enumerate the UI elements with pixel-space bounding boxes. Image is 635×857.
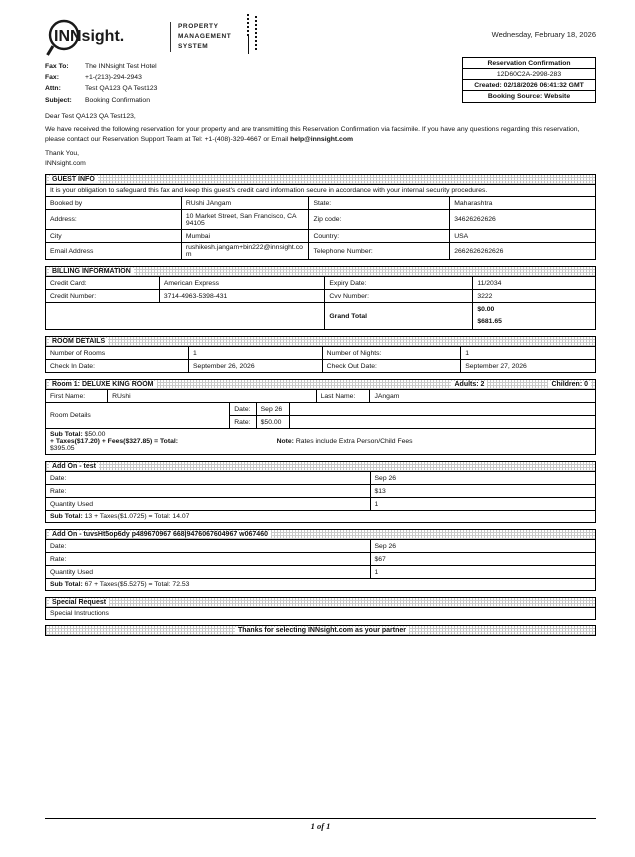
addon2-title: Add On - tuvsHt5op6dy p489670967 668|9476067604967 w067460 — [49, 531, 271, 538]
booking-source: Booking Source: Website — [487, 93, 571, 100]
room-details-cell: Room Details — [46, 403, 230, 429]
email-label: Email Address — [46, 243, 182, 260]
logo-tagline — [170, 22, 231, 52]
expiry-value: 11/2034 — [473, 277, 596, 290]
credit-card-value: American Express — [159, 277, 325, 290]
fax-to-row — [45, 61, 345, 72]
fax-transmission-marks — [247, 12, 267, 56]
credit-number-label: Credit Number: — [46, 290, 160, 303]
room-details-title: ROOM DETAILS — [49, 338, 108, 345]
document-header — [45, 16, 596, 60]
checkout-value: September 27, 2026 — [461, 360, 596, 373]
table-row — [46, 290, 596, 303]
expiry-label: Expiry Date: — [325, 277, 473, 290]
logo-text: INNsight. — [54, 28, 125, 45]
addon-date-label: Date: — [46, 540, 371, 553]
table-row — [46, 485, 596, 498]
table-row — [46, 553, 596, 566]
taxes-fees-line: + Taxes($17.20) + Fees($327.85) = Total: — [50, 438, 179, 446]
fax-to-value: The INNsight Test Hotel — [85, 63, 157, 70]
subject-value: Booking Confirmation — [85, 96, 150, 104]
guest-name-table — [45, 389, 596, 403]
letter-body — [45, 112, 596, 169]
table-row — [46, 566, 596, 579]
booked-by-label: Booked by — [46, 197, 182, 210]
room-rate-table — [45, 402, 596, 429]
city-label: City — [46, 230, 182, 243]
salutation: Dear Test QA123 QA Test123, — [45, 112, 136, 120]
security-notice: It is your obligation to safeguard this fax and keep this guest's credit card information secure in accordance with your internal security procedures. — [45, 185, 596, 197]
credit-card-label: Credit Card: — [46, 277, 160, 290]
first-name-value: RUshi — [108, 390, 316, 403]
state-value: Maharashtra — [450, 197, 596, 210]
addon1-section — [45, 461, 596, 523]
room-subtotal-line — [50, 431, 591, 438]
nights-label: Number of Nights: — [322, 347, 461, 360]
confirmation-number: 12D60C2A-2998-283 — [463, 69, 595, 80]
empty-cell — [46, 303, 325, 330]
table-row — [46, 472, 596, 485]
subtotal-value: $50.00 — [84, 431, 106, 439]
note-text: Rates include Extra Person/Child Fees — [295, 438, 413, 446]
subtotal-label: Sub Total: — [50, 581, 83, 589]
adults-count: Adults: 2 — [451, 381, 487, 388]
rate-label: Rate: — [230, 416, 256, 429]
grand-total-label: Grand Total — [325, 303, 473, 330]
room-details-section — [45, 336, 596, 373]
table-row — [46, 243, 596, 260]
attn-row — [45, 83, 345, 94]
last-name-label: Last Name: — [316, 390, 370, 403]
address-value: 10 Market Street, San Francisco, CA 94105 — [181, 210, 309, 230]
addon2-table — [45, 539, 596, 579]
special-request-section — [45, 597, 596, 620]
table-row — [46, 403, 596, 416]
table-row — [46, 230, 596, 243]
checkout-label: Check Out Date: — [322, 360, 461, 373]
addon-date-label: Date: — [46, 472, 371, 485]
phone-value: 2662626262626 — [450, 243, 596, 260]
thank-you-line: Thank You, — [45, 150, 80, 158]
room1-title: Room 1: DELUXE KING ROOM — [49, 381, 157, 388]
signature-line: INNsight.com — [45, 159, 86, 167]
fax-mark — [248, 36, 249, 54]
attn-value: Test QA123 QA Test123 — [85, 85, 158, 93]
subject-row — [45, 95, 345, 106]
rooms-value: 1 — [189, 347, 323, 360]
document-date: Wednesday, February 18, 2026 — [491, 30, 596, 39]
addon1-title: Add On - test — [49, 463, 99, 470]
rate-date-value: Sep 26 — [256, 403, 289, 416]
tagline-line: PROPERTY — [178, 22, 219, 30]
subtotal-label: Sub Total: — [50, 513, 83, 521]
fax-mark — [247, 14, 249, 36]
country-value: USA — [450, 230, 596, 243]
thanks-banner — [45, 625, 596, 636]
subtotal-rest: 67 + Taxes($5.5275) = Total: 72.53 — [84, 581, 190, 589]
children-count: Children: 0 — [548, 381, 591, 388]
checkin-value: September 26, 2026 — [189, 360, 323, 373]
room1-subtotal-box — [45, 428, 596, 455]
guest-info-header — [45, 174, 596, 185]
deposit-amount: $0.00 — [477, 306, 495, 314]
tagline-line: SYSTEM — [178, 43, 209, 51]
table-row — [46, 210, 596, 230]
state-label: State: — [309, 197, 450, 210]
room1-section — [45, 379, 596, 455]
addon-date-value: Sep 26 — [370, 472, 596, 485]
grand-total-row — [46, 303, 596, 330]
fax-number-value: +1-(213)-294-2943 — [85, 74, 142, 82]
room1-occupancy — [448, 381, 591, 388]
fax-mark — [255, 14, 257, 50]
guest-info-title: GUEST INFO — [49, 176, 98, 183]
attn-label: Attn: — [45, 85, 61, 93]
addon2-subtotal — [45, 578, 596, 591]
credit-number-value: 3714-4963-5398-431 — [159, 290, 325, 303]
cvv-label: Cvv Number: — [325, 290, 473, 303]
magnifier-logo-icon — [45, 16, 163, 58]
addon-rate-label: Rate: — [46, 485, 371, 498]
phone-label: Telephone Number: — [309, 243, 450, 260]
rate-value: $50.00 — [256, 416, 289, 429]
city-value: Mumbai — [181, 230, 309, 243]
table-row — [46, 540, 596, 553]
table-row — [46, 498, 596, 511]
nights-value: 1 — [461, 347, 596, 360]
rate-note — [277, 438, 413, 445]
room-details-table — [45, 346, 596, 373]
grand-total-amounts — [473, 303, 596, 330]
zip-value: 34626262626 — [450, 210, 596, 230]
empty-cell — [289, 403, 595, 416]
guest-info-table — [45, 196, 596, 260]
note-label: Note: — [276, 438, 294, 446]
rooms-label: Number of Rooms — [46, 347, 189, 360]
rate-date-label: Date: — [230, 403, 256, 416]
tagline-line: MANAGEMENT — [178, 32, 232, 40]
addon1-table — [45, 471, 596, 511]
confirmation-title: Reservation Confirmation — [463, 58, 595, 69]
addon-rate-value: $67 — [370, 553, 596, 566]
email-value: rushikesh.jangam+bin222@innsight.com — [181, 243, 309, 260]
letter-paragraph — [45, 125, 596, 144]
table-row — [46, 390, 596, 403]
fax-number-row — [45, 72, 345, 83]
fax-info-block — [45, 61, 345, 106]
addon-rate-value: $13 — [370, 485, 596, 498]
confirmation-created: Created: 02/18/2026 06:41:32 GMT — [463, 80, 595, 91]
table-row — [46, 347, 596, 360]
grand-total-amount: $681.65 — [477, 318, 502, 326]
subtotal-label: Sub Total: — [50, 431, 83, 439]
addon-date-value: Sep 26 — [370, 540, 596, 553]
table-row — [46, 277, 596, 290]
addon-rate-label: Rate: — [46, 553, 371, 566]
support-email: help@innsight.com — [290, 135, 354, 143]
billing-section — [45, 266, 596, 330]
addon-qty-value: 1 — [370, 566, 596, 579]
billing-table — [45, 276, 596, 330]
first-name-label: First Name: — [46, 390, 108, 403]
room-total-value: $395.05 — [50, 445, 75, 453]
letter-text: We have received the following reservation for your property and are transmitting this Reservation Confirmation via facsimile. If you have any questions regarding this reservation, please contact our Reservation Support Team at Tel: +1-(408)-329-4667 or Email — [45, 126, 580, 143]
country-label: Country: — [309, 230, 450, 243]
page-number: 1 of 1 — [310, 821, 331, 831]
addon-qty-label: Quantity Used — [46, 566, 371, 579]
table-row — [46, 197, 596, 210]
fax-number-label: Fax: — [45, 74, 59, 82]
addon-qty-label: Quantity Used — [46, 498, 371, 511]
table-row — [46, 360, 596, 373]
subtotal-rest: 13 + Taxes($1.0725) = Total: 14.07 — [84, 513, 190, 521]
cvv-value: 3222 — [473, 290, 596, 303]
addon-qty-value: 1 — [370, 498, 596, 511]
special-instructions: Special Instructions — [45, 607, 596, 620]
address-label: Address: — [46, 210, 182, 230]
special-request-title: Special Request — [49, 599, 109, 606]
addon2-section — [45, 529, 596, 591]
empty-cell — [289, 416, 595, 429]
reservation-confirmation-box — [462, 57, 596, 103]
page-number-footer — [45, 818, 596, 831]
thanks-banner-text: Thanks for selecting INNsight.com as your partner — [235, 627, 409, 634]
addon1-subtotal — [45, 510, 596, 523]
fax-to-label: Fax To: — [45, 63, 69, 70]
booked-by-value: RUshi JAngam — [181, 197, 309, 210]
guest-info-section — [45, 174, 596, 260]
billing-title: BILLING INFORMATION — [49, 268, 134, 275]
subject-label: Subject: — [45, 96, 72, 104]
zip-label: Zip code: — [309, 210, 450, 230]
checkin-label: Check In Date: — [46, 360, 189, 373]
last-name-value: JAngam — [370, 390, 596, 403]
